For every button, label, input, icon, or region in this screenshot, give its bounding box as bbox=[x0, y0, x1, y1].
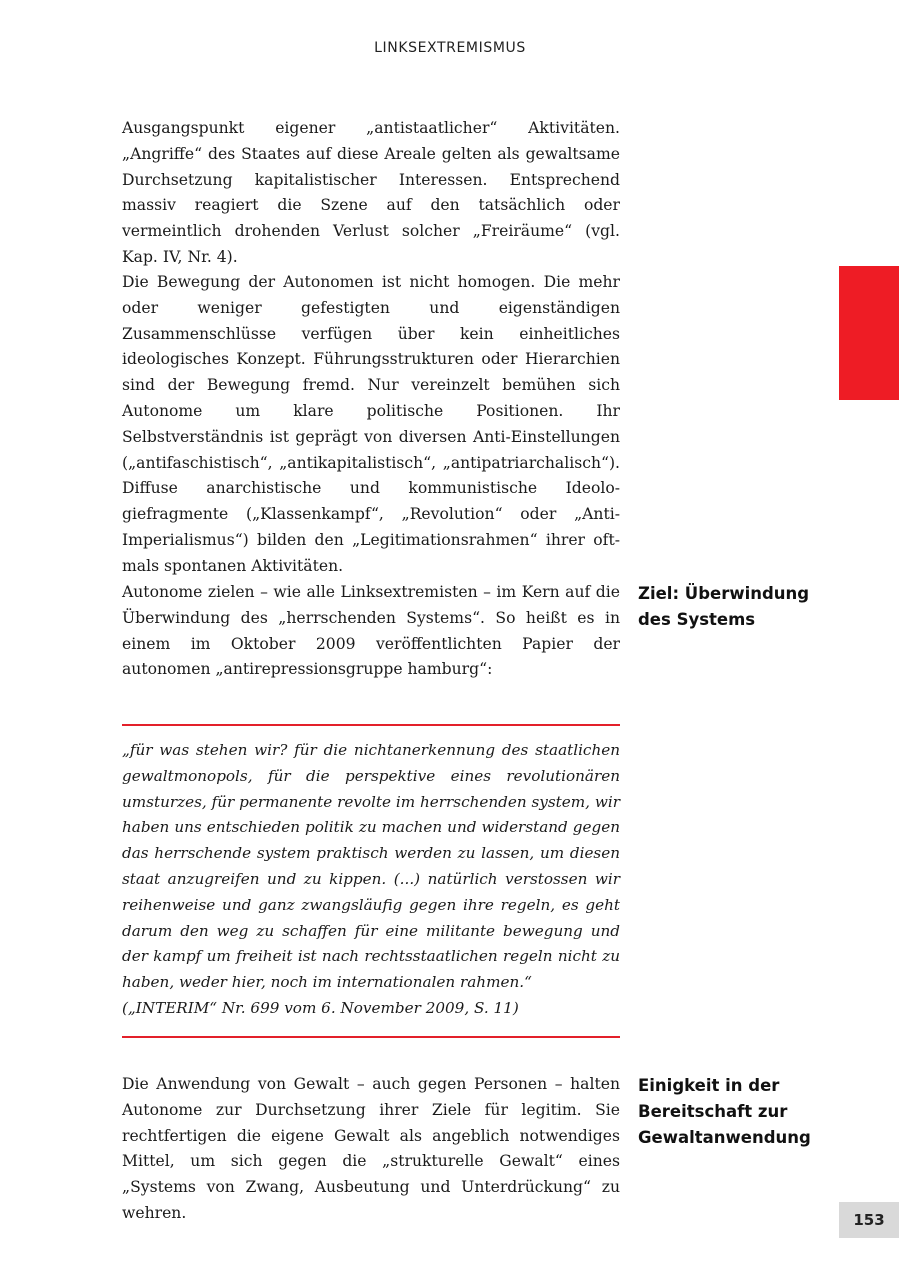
chapter-tab-marker bbox=[839, 266, 899, 400]
running-head: LINKSEXTREMISMUS bbox=[374, 40, 526, 56]
page-number: 153 bbox=[839, 1202, 899, 1238]
paragraph-freiraeume: Ausgangspunkt eigener „antistaatlicher“ Aktivitäten. „Angriffe“ des Staates auf diese Areale gelten als gewaltsame Durchsetzung kapitalistischer Interessen. Entsprechend massiv reagiert die Szene auf den tatsächlich oder vermeintlich drohenden Verlust solcher „Freiräume“ (vgl. Kap. IV, Nr. 4). bbox=[122, 119, 620, 266]
quote-block bbox=[122, 738, 620, 1022]
quote-text: „für was stehen wir? für die nichtanerkennung des staatlichen gewaltmonopols, für die perspektive eines revolutionären umsturzes, für permanente revolte im herrschenden system, wir haben uns entschieden politik zu machen und widerstand gegen das herrschende system praktisch werden zu lassen, um diesen staat anzugreifen und zu kippen. (...) natürlich verstossen wir reihenweise und ganz zwangsläufig gegen ihre regeln, es geht darum den weg zu schaffen für eine militante bewegung und der kampf um freiheit ist nach rechtsstaatlichen regeln nicht zu haben, weder hier, noch im internationalen rahmen.“ bbox=[122, 741, 620, 992]
quote-rule-top bbox=[122, 724, 620, 726]
margin-note-ziel: Ziel: Überwindung des Systems bbox=[638, 584, 810, 629]
margin-note-gewalt: Einigkeit in der Bereitschaft zur Gewaltanwendung bbox=[638, 1076, 811, 1147]
paragraph-bewegung-autonomen: Die Bewegung der Autonomen ist nicht homogen. Die mehr oder weniger gefestigten und eigenständigen Zusammenschlüsse verfügen über kein einheitliches ideologisches Konzept. Führungsstrukturen oder Hierarchien sind der Bewegung fremd. Nur vereinzelt bemühen sich Autonome um klare politische Positionen. Ihr Selbstverständnis ist geprägt von diversen Anti-Einstellungen („antifaschistisch“, „antikapitalistisch“, „antipatriarchalisch“). Diffuse anarchistische und kommunistische Ideologiefragmente („Klassenkampf“, „Revolution“ oder „Anti-Imperialismus“) bilden den „Legitimationsrahmen“ ihrer oftmals spontanen Aktivitäten. bbox=[122, 273, 620, 575]
quote-rule-bottom bbox=[122, 1036, 620, 1038]
paragraph-gewalt: Die Anwendung von Gewalt – auch gegen Personen – halten Autonome zur Durchsetzung ihrer Ziele für legitim. Sie rechtfertigen die eigene Gewalt als angeblich notwendiges Mittel, um sich gegen die „strukturelle Gewalt“ eines „Systems von Zwang, Ausbeutung und Unterdrückung“ zu wehren. bbox=[122, 1075, 620, 1222]
quote-source: („INTERIM“ Nr. 699 vom 6. November 2009, S. 11) bbox=[122, 998, 519, 1017]
paragraph-ziel-ueberwindung: Autonome zielen – wie alle Linksextremisten – im Kern auf die Überwindung des „herrschenden Systems“. So heißt es in einem im Oktober 2009 veröffentlichten Papier der autonomen „antirepressionsgruppe hamburg“: bbox=[122, 583, 620, 679]
